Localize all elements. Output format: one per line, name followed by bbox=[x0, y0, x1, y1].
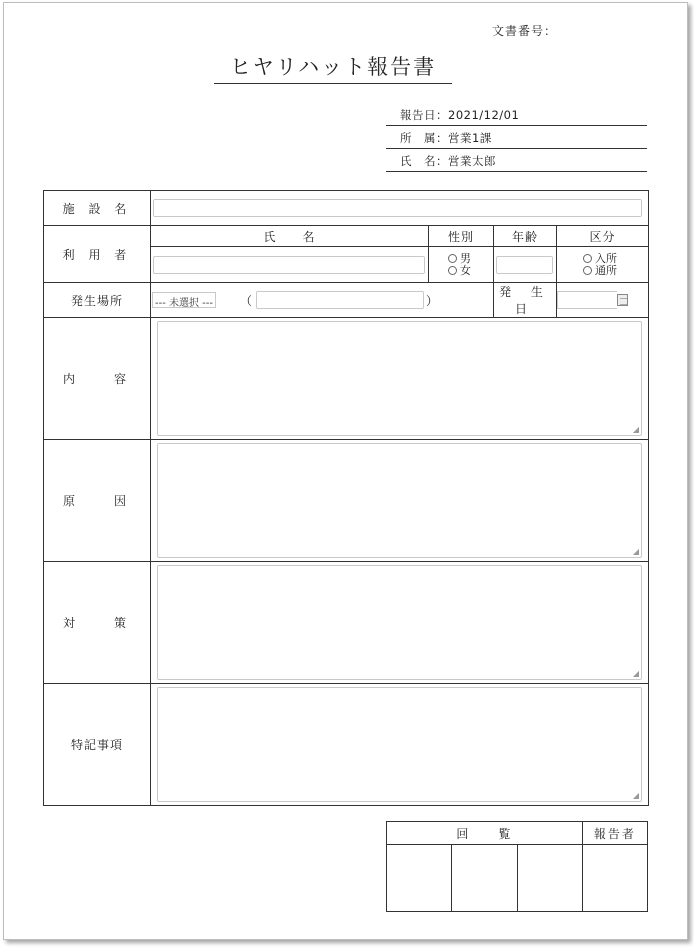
age-header: 年齢 bbox=[494, 226, 557, 247]
radio-circle-icon[interactable] bbox=[448, 266, 457, 275]
radio-circle-icon[interactable] bbox=[448, 254, 457, 263]
measure-label: 対 策 bbox=[44, 562, 151, 684]
report-date-label: 報告日 bbox=[400, 108, 436, 122]
separator: ： bbox=[436, 108, 448, 122]
resize-grip-icon[interactable]: ◢ bbox=[632, 669, 640, 678]
separator: ： bbox=[436, 131, 448, 145]
reporter-name-line bbox=[386, 153, 647, 172]
location-detail-input[interactable] bbox=[256, 291, 424, 309]
department-line bbox=[386, 130, 647, 149]
category-header: 区分 bbox=[557, 226, 649, 247]
resize-grip-icon[interactable]: ◢ bbox=[632, 547, 640, 556]
gender-header: 性別 bbox=[429, 226, 494, 247]
reporter-stamp-cell bbox=[582, 845, 647, 912]
category-radio-admission[interactable]: 入所 bbox=[583, 253, 648, 265]
content-textarea[interactable] bbox=[157, 321, 642, 436]
measure-textarea[interactable] bbox=[157, 565, 642, 680]
page-title: ヒヤリハット報告書 bbox=[214, 51, 452, 84]
resize-grip-icon[interactable]: ◢ bbox=[632, 791, 640, 800]
radio-circle-icon[interactable] bbox=[583, 254, 592, 263]
user-name-input[interactable] bbox=[153, 256, 425, 274]
facility-input[interactable] bbox=[153, 199, 642, 217]
department-label: 所 属 bbox=[400, 131, 436, 145]
facility-label: 施 設 名 bbox=[44, 191, 151, 226]
age-input[interactable] bbox=[496, 256, 553, 274]
category-radio-daycare[interactable]: 通所 bbox=[583, 265, 648, 277]
paren-close: ） bbox=[426, 293, 439, 308]
paren-open: （ bbox=[240, 293, 253, 308]
reporter-header: 報告者 bbox=[582, 822, 647, 845]
document-number-label: 文書番号： bbox=[492, 24, 558, 38]
notes-label: 特記事項 bbox=[44, 684, 151, 806]
circulation-table bbox=[386, 821, 648, 912]
separator: ： bbox=[436, 154, 448, 168]
location-select[interactable]: --- 未選択 --- bbox=[152, 292, 216, 308]
cause-label: 原 因 bbox=[44, 440, 151, 562]
cause-textarea[interactable] bbox=[157, 443, 642, 558]
report-page bbox=[3, 2, 688, 940]
calendar-icon[interactable] bbox=[617, 294, 628, 306]
stamp-cell bbox=[517, 845, 582, 912]
stamp-cell bbox=[452, 845, 517, 912]
circulation-header: 回 覧 bbox=[387, 822, 583, 845]
reporter-name-value: 営業太郎 bbox=[448, 154, 496, 168]
location-label: 発生場所 bbox=[44, 283, 151, 318]
occurrence-date-label: 発 生 日 bbox=[494, 283, 557, 318]
notes-textarea[interactable] bbox=[157, 687, 642, 802]
occurrence-date-input[interactable] bbox=[557, 291, 617, 309]
radio-circle-icon[interactable] bbox=[583, 266, 592, 275]
report-form-table bbox=[43, 190, 649, 806]
user-name-header: 氏 名 bbox=[151, 226, 429, 247]
stamp-cell bbox=[387, 845, 452, 912]
user-label: 利 用 者 bbox=[44, 226, 151, 283]
resize-grip-icon[interactable]: ◢ bbox=[632, 425, 640, 434]
content-label: 内 容 bbox=[44, 318, 151, 440]
gender-radio-male[interactable]: 男 bbox=[448, 253, 493, 265]
reporter-name-label: 氏 名 bbox=[400, 154, 436, 168]
report-date-line bbox=[386, 107, 647, 126]
department-value: 営業1課 bbox=[448, 131, 492, 145]
report-date-value: 2021/12/01 bbox=[448, 108, 520, 122]
gender-radio-female[interactable]: 女 bbox=[448, 265, 493, 277]
